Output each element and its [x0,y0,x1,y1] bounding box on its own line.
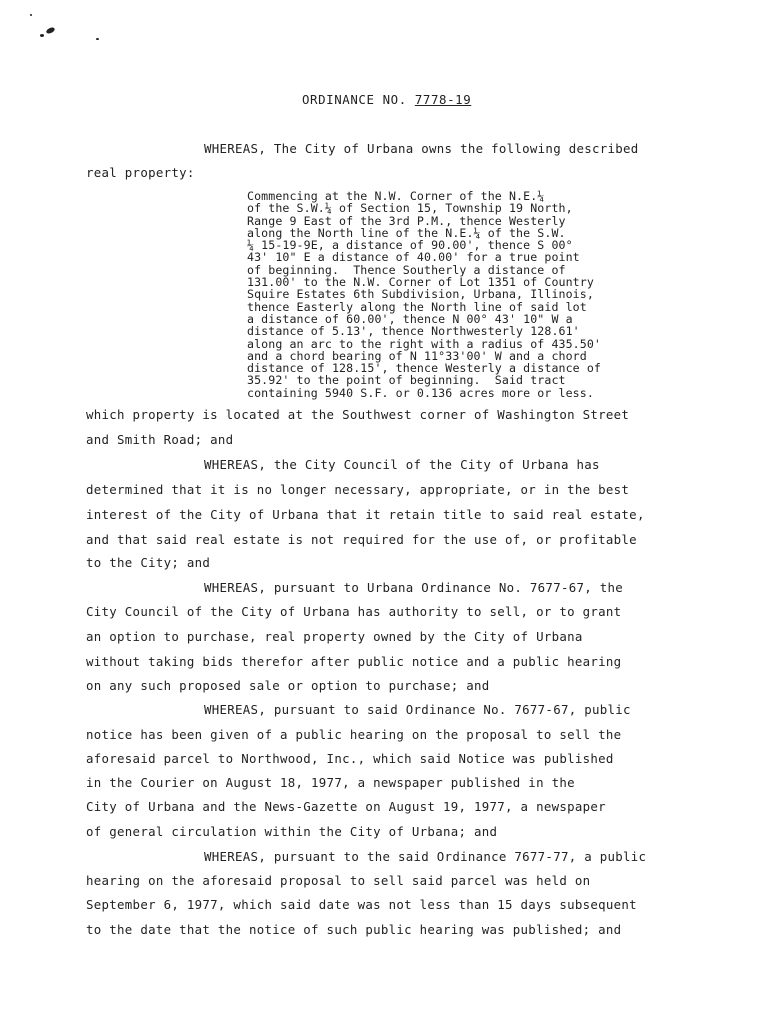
legal-line: 131.00' to the N.W. Corner of Lot 1351 of Country [247,275,594,290]
scan-speck [45,26,55,34]
text-line: City Council of the City of Urbana has authority to sell, or to grant [86,604,622,619]
text-line: September 6, 1977, which said date was not less than 15 days subsequent [86,897,637,912]
legal-line: of the S.W.¼ of Section 15, Township 19 North, [247,201,573,216]
text-line: to the City; and [86,555,211,570]
scan-speck [96,38,99,40]
text-line: which property is located at the Southwest corner of Washington Street [86,407,630,422]
legal-line: Squire Estates 6th Subdivision, Urbana, Illinois, [247,287,594,302]
legal-line: a distance of 60.00', thence N 00° 43' 10" W a [247,311,573,326]
legal-line: distance of 5.13', thence Northwesterly 128.61' [247,324,580,339]
legal-line: distance of 128.15', thence Westerly a distance of [247,361,602,376]
text-line: City of Urbana and the News-Gazette on August 19, 1977, a newspaper [86,799,606,814]
title-prefix: ORDINANCE NO. [302,92,407,107]
ordinance-number: 7778-19 [414,92,472,107]
legal-line: containing 5940 S.F. or 0.136 acres more or less. [247,385,594,400]
text-line: to the date that the notice of such public hearing was published; and [86,922,622,937]
ordinance-title [302,92,471,107]
legal-line: ¼ 15-19-9E, a distance of 90.00', thence S 00° [247,238,573,253]
text-line: notice has been given of a public hearing on the proposal to sell the [86,727,622,742]
text-line: interest of the City of Urbana that it retain title to said real estate, [86,507,645,522]
text-line: on any such proposed sale or option to purchase; and [86,678,490,693]
text-line: aforesaid parcel to Northwood, Inc., which said Notice was published [86,751,614,766]
text-line: WHEREAS, pursuant to the said Ordinance 7677-77, a public [204,849,647,864]
legal-line: Range 9 East of the 3rd P.M., thence Westerly [247,213,566,228]
text-line: of general circulation within the City of Urbana; and [86,824,498,839]
text-line: WHEREAS, The City of Urbana owns the following described [204,141,639,156]
text-line: hearing on the aforesaid proposal to sell said parcel was held on [86,873,591,888]
text-line: in the Courier on August 18, 1977, a newspaper published in the [86,775,575,790]
scan-speck [40,34,44,37]
text-line: WHEREAS, the City Council of the City of Urbana has [204,457,600,472]
text-line: real property: [86,165,195,180]
legal-line: thence Easterly along the North line of said lot [247,299,587,314]
text-line: WHEREAS, pursuant to Urbana Ordinance No. 7677-67, the [204,580,624,595]
legal-line: of beginning. Thence Southerly a distance of [247,262,566,277]
text-line: without taking bids therefor after public notice and a public hearing [86,654,622,669]
legal-description [247,190,717,399]
legal-line: 35.92' to the point of beginning. Said tract [247,373,566,388]
scan-speck [30,14,32,16]
text-line: and that said real estate is not required for the use of, or profitable [86,532,637,547]
text-line: WHEREAS, pursuant to said Ordinance No. 7677-67, public [204,702,631,717]
legal-line: along the North line of the N.E.¼ of the S.W. [247,225,566,240]
text-line: an option to purchase, real property owned by the City of Urbana [86,629,583,644]
text-line: determined that it is no longer necessary, appropriate, or in the best [86,482,630,497]
text-line: and Smith Road; and [86,432,234,447]
legal-line: Commencing at the N.W. Corner of the N.E.¼ [247,189,545,203]
legal-line: and a chord bearing of N 11°33'00' W and a chord [247,348,587,363]
legal-line: along an arc to the right with a radius of 435.50' [247,336,602,351]
legal-line: 43' 10" E a distance of 40.00' for a true point [247,250,580,265]
